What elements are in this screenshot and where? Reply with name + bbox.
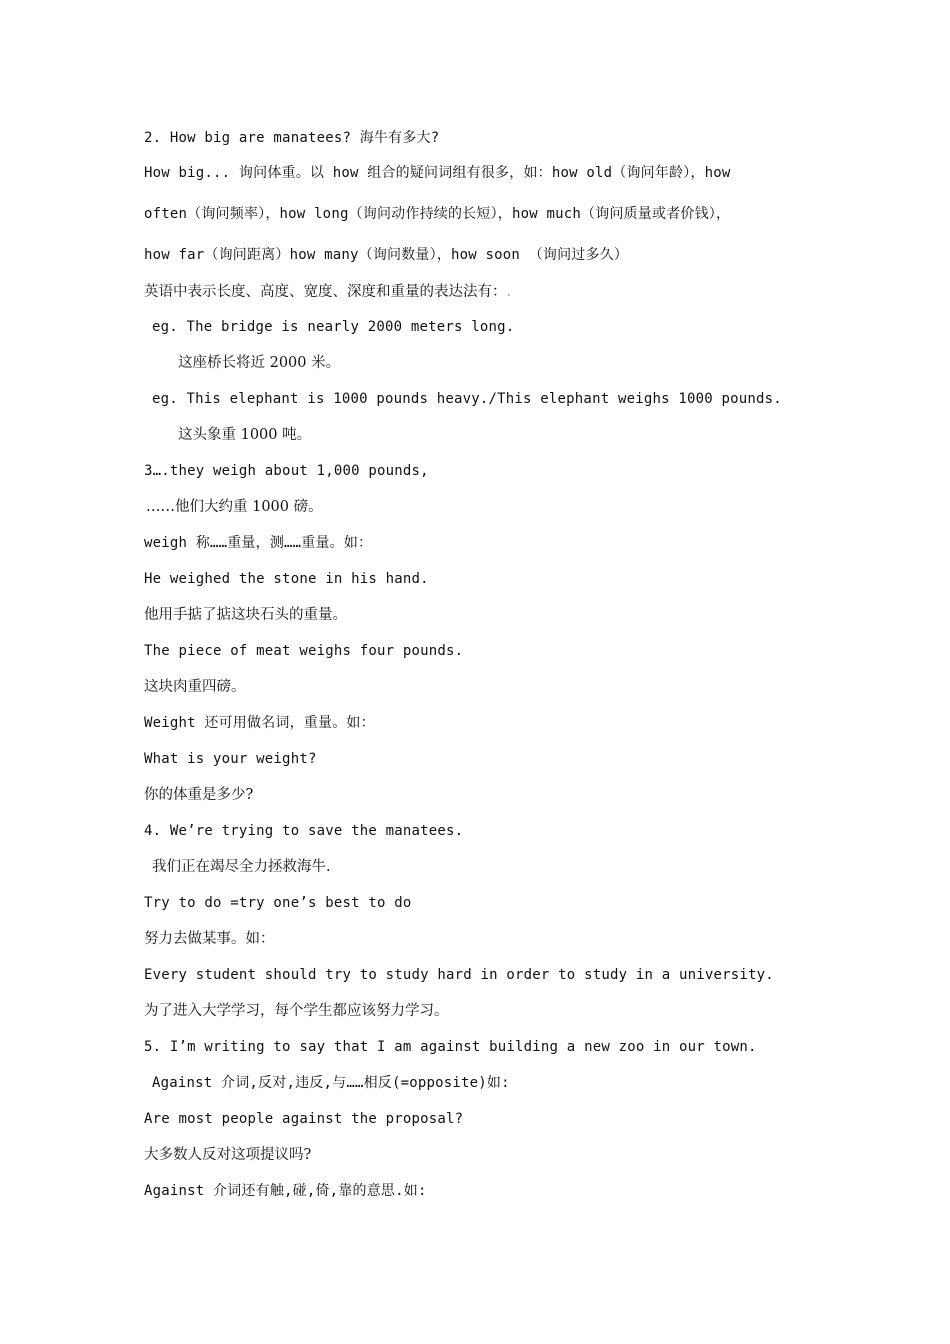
- paragraph-line: 努力去做某事。如：: [144, 931, 275, 947]
- paragraph-line: How big... 询问体重。以 how 组合的疑问词组有很多，如：how old（询问年龄），how: [144, 165, 731, 181]
- example-translation: 这座桥长将近 2000 米。: [178, 355, 341, 371]
- paragraph-line: Try to do =try one’s best to do: [144, 895, 412, 911]
- example-sentence: eg. This elephant is 1000 pounds heavy./This elephant weighs 1000 pounds.: [152, 391, 782, 407]
- paragraph-line: ……他们大约重 1000 磅。: [146, 499, 323, 515]
- example-translation: 你的体重是多少?: [144, 787, 254, 803]
- item-2-heading: 2. How big are manatees? 海牛有多大?: [144, 130, 440, 146]
- example-sentence: What is your weight?: [144, 751, 317, 767]
- item-5-heading: 5. I’m writing to say that I am against building a new zoo in our town.: [144, 1039, 757, 1055]
- paragraph-line: 我们正在竭尽全力拯救海牛.: [152, 859, 331, 875]
- example-sentence: eg. The bridge is nearly 2000 meters long.: [152, 319, 515, 335]
- paragraph-line: weigh 称……重量，测……重量。如：: [144, 535, 373, 551]
- example-sentence: Are most people against the proposal?: [144, 1111, 464, 1127]
- example-translation: 他用手掂了掂这块石头的重量。: [144, 607, 347, 623]
- paragraph-line: Against 介词还有触,碰,倚,靠的意思.如:: [144, 1183, 427, 1199]
- example-translation: 大多数人反对这项提议吗?: [144, 1147, 312, 1163]
- example-translation: 这头象重 1000 吨。: [178, 427, 312, 443]
- example-sentence: The piece of meat weighs four pounds.: [144, 643, 464, 659]
- example-sentence: He weighed the stone in his hand.: [144, 571, 429, 587]
- example-translation: 这块肉重四磅。: [144, 679, 246, 695]
- paragraph-line: how far（询问距离）how many（询问数量），how soon （询问过多久）: [144, 247, 629, 263]
- item-3-heading: 3….they weigh about 1,000 pounds,: [144, 463, 429, 479]
- paragraph-line: [144, 282, 511, 302]
- item-4-heading: 4. We’re trying to save the manatees.: [144, 823, 464, 839]
- example-sentence: Every student should try to study hard in order to study in a university.: [144, 967, 774, 983]
- paragraph-text: 英语中表示长度、高度、宽度、深度和重量的表达法有：: [144, 284, 507, 300]
- paragraph-line: often（询问频率），how long（询问动作持续的长短），how much（询问质量或者价钱），: [144, 206, 731, 222]
- stray-mark: .: [506, 284, 512, 300]
- paragraph-line: Against 介词,反对,违反,与……相反(=opposite)如:: [152, 1075, 510, 1091]
- paragraph-line: Weight 还可用做名词，重量。如：: [144, 715, 375, 731]
- example-translation: 为了进入大学学习，每个学生都应该努力学习。: [144, 1003, 449, 1019]
